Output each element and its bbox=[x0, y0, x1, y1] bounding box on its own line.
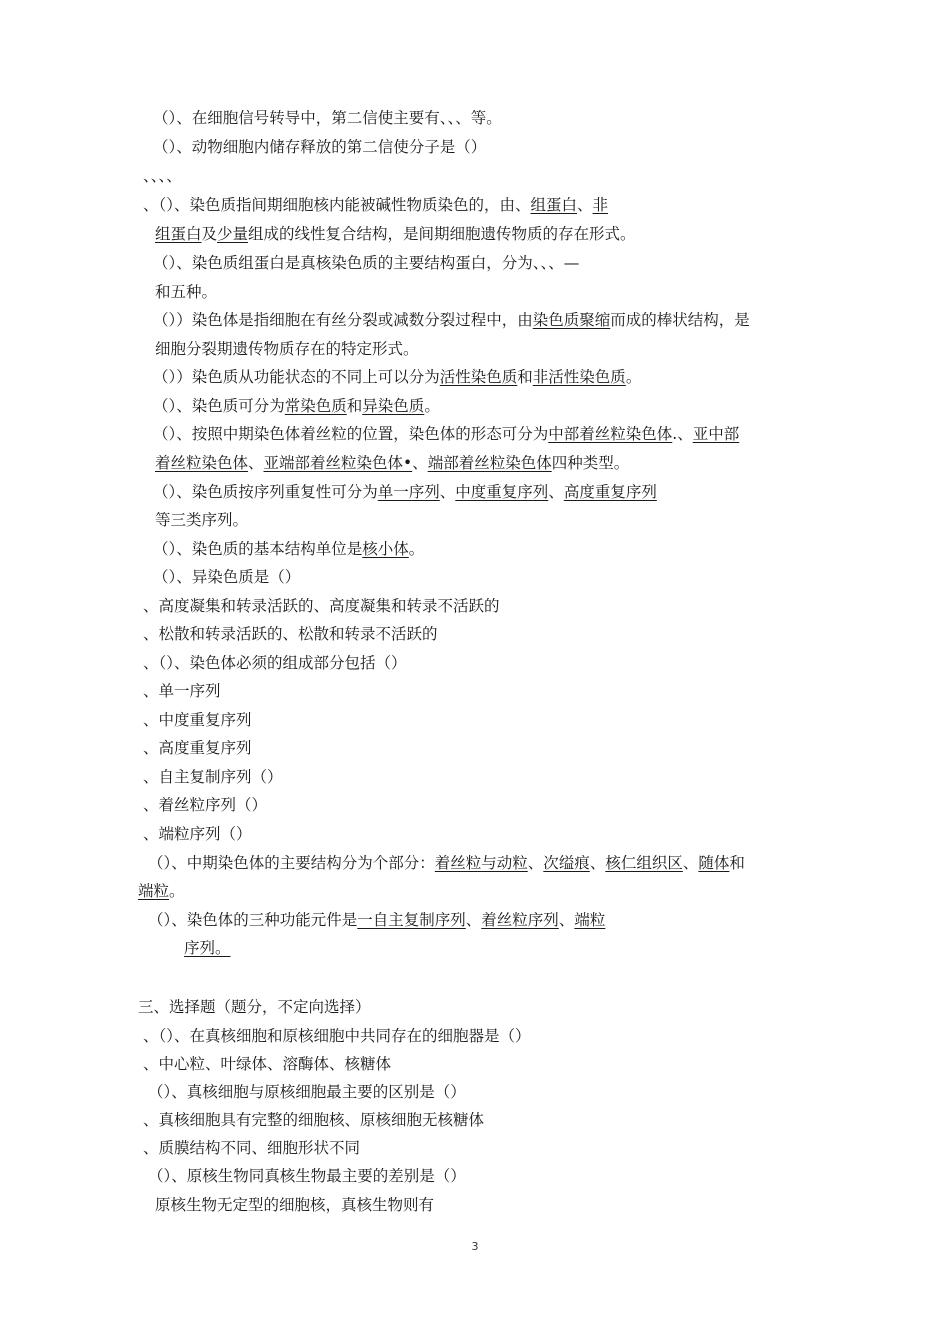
text-segment: 、 bbox=[548, 483, 564, 501]
text-line bbox=[143, 1138, 360, 1158]
underlined-answer: 组蛋白 bbox=[155, 225, 202, 243]
underlined-answer: 着丝粒染色体 bbox=[155, 454, 249, 472]
text-line bbox=[143, 681, 221, 701]
text-segment: 、自主复制序列（） bbox=[143, 768, 283, 786]
text-segment: 、中心粒、叶绿体、溶酶体、核糖体 bbox=[143, 1055, 392, 1073]
text-segment: （）、染色质按序列重复性可分为 bbox=[153, 483, 378, 501]
text-line bbox=[153, 482, 657, 502]
text-line bbox=[153, 367, 641, 387]
text-segment: 、（）、在真核细胞和原核细胞中共同存在的细胞器是（） bbox=[143, 1027, 531, 1045]
underlined-answer: 非 bbox=[592, 196, 609, 214]
text-line bbox=[148, 910, 605, 930]
text-segment: 、高度凝集和转录活跃的、高度凝集和转录不活跃的 bbox=[143, 597, 500, 615]
underlined-answer: 常染色质 bbox=[284, 397, 347, 415]
text-segment: （）、在细胞信号转导中，第二信使主要有、、、等。 bbox=[153, 109, 502, 127]
underlined-answer: 异染色质 bbox=[362, 397, 425, 415]
text-segment: （）、染色质的基本结构单位是 bbox=[153, 540, 363, 558]
text-segment: 组成的线性复合结构，是间期细胞遗传物质的存在形式。 bbox=[248, 225, 636, 243]
text-line bbox=[155, 453, 629, 473]
text-line bbox=[138, 881, 185, 901]
text-line bbox=[153, 424, 739, 444]
text-segment: （）、动物细胞内储存释放的第二信使分子是（） bbox=[153, 138, 487, 156]
text-line bbox=[153, 310, 750, 330]
section-heading bbox=[138, 997, 371, 1017]
text-segment: 原核生物无定型的细胞核，真核生物则有 bbox=[155, 1196, 435, 1214]
text-segment: 和 bbox=[517, 368, 533, 386]
text-line bbox=[143, 710, 252, 730]
underlined-answer: 中度重复序列 bbox=[455, 483, 549, 501]
text-line bbox=[143, 795, 267, 815]
underlined-answer: 着丝粒序列 bbox=[481, 911, 559, 929]
underlined-answer: 少量 bbox=[217, 225, 249, 243]
underlined-answer: 非活性染色质 bbox=[532, 368, 626, 386]
text-segment: 、 bbox=[682, 854, 699, 872]
text-segment: 、（）、染色质指间期细胞核内能被碱性物质染色的，由、 bbox=[143, 196, 531, 214]
text-segment: 细胞分裂期遗传物质存在的特定形式。 bbox=[155, 340, 419, 358]
text-segment: （）、中期染色体的主要结构分为个部分： bbox=[148, 854, 435, 872]
text-segment: 和五种。 bbox=[155, 283, 218, 301]
text-line bbox=[155, 224, 636, 244]
text-segment: 、 bbox=[412, 454, 428, 472]
text-line bbox=[153, 396, 440, 416]
underlined-answer: 核仁组织区 bbox=[605, 854, 683, 872]
text-segment: 、 bbox=[577, 196, 593, 214]
underlined-answer: 染色质聚缩 bbox=[532, 311, 611, 329]
text-segment: （）、异染色质是（） bbox=[153, 568, 301, 586]
text-line bbox=[143, 624, 438, 644]
text-segment: 、、、、 bbox=[143, 167, 182, 185]
text-segment: 、着丝粒序列（） bbox=[143, 796, 268, 814]
text-segment: 、 bbox=[527, 854, 544, 872]
underlined-answer: 随体 bbox=[698, 854, 730, 872]
text-line bbox=[143, 767, 283, 787]
text-segment: 四种类型。 bbox=[551, 454, 630, 472]
text-segment: 、 bbox=[248, 454, 264, 472]
underlined-answer: 序列。 bbox=[184, 939, 231, 957]
text-segment: 。 bbox=[625, 368, 642, 386]
text-segment: 及 bbox=[201, 225, 218, 243]
text-line bbox=[143, 653, 407, 673]
underlined-answer: 核小体 bbox=[362, 540, 409, 558]
text-segment: （）、真核细胞与原核细胞最主要的区别是（） bbox=[148, 1083, 466, 1101]
underlined-answer: 端粒 bbox=[574, 911, 606, 929]
text-line bbox=[148, 1082, 466, 1102]
text-line bbox=[155, 510, 248, 530]
underlined-answer: 次缢痕 bbox=[543, 854, 590, 872]
text-line bbox=[143, 824, 252, 844]
text-line bbox=[148, 853, 745, 873]
underlined-answer: 中部着丝粒染色体 bbox=[548, 425, 673, 443]
text-segment: .、 bbox=[672, 425, 693, 443]
text-segment: （）、染色质可分为 bbox=[153, 397, 285, 415]
underlined-answer: 端粒 bbox=[138, 882, 170, 900]
text-line bbox=[153, 567, 300, 587]
text-segment: （）、按照中期染色体着丝粒的位置，染色体的形态可分为 bbox=[153, 425, 549, 443]
text-line bbox=[143, 1054, 391, 1074]
underlined-answer: 亚端部着丝粒染色体• bbox=[263, 454, 413, 472]
text-segment: （）、染色质组蛋白是真核染色质的主要结构蛋白，分为、、、— bbox=[153, 254, 580, 272]
text-segment: 、松散和转录活跃的、松散和转录不活跃的 bbox=[143, 625, 438, 643]
text-segment: 三、选择题（题分，不定向选择） bbox=[138, 998, 371, 1016]
text-line bbox=[143, 738, 252, 758]
text-segment: （）、染色体的三种功能元件是 bbox=[148, 911, 358, 929]
text-line bbox=[155, 1195, 434, 1215]
text-segment: 。 bbox=[424, 397, 440, 415]
text-line bbox=[153, 137, 486, 157]
text-segment: 等三类序列。 bbox=[155, 511, 249, 529]
text-line bbox=[155, 339, 419, 359]
text-line bbox=[143, 1026, 531, 1046]
text-segment: 、单一序列 bbox=[143, 682, 221, 700]
underlined-answer: 一自主复制序列 bbox=[357, 911, 466, 929]
underlined-answer: 活性染色质 bbox=[439, 368, 518, 386]
text-segment: （）、原核生物同真核生物最主要的差别是（） bbox=[148, 1167, 466, 1185]
underlined-answer: 组蛋白 bbox=[530, 196, 578, 214]
text-line bbox=[148, 1166, 466, 1186]
text-segment: （））染色质从功能状态的不同上可以分为 bbox=[153, 368, 440, 386]
underlined-answer: 着丝粒与动粒 bbox=[434, 854, 528, 872]
text-segment: 、 bbox=[589, 854, 606, 872]
text-segment: 、（）、染色体必须的组成部分包括（） bbox=[143, 654, 407, 672]
underlined-answer: 高度重复序列 bbox=[563, 483, 657, 501]
text-line bbox=[153, 108, 502, 128]
text-line bbox=[143, 195, 608, 215]
page-number: 3 bbox=[471, 1240, 479, 1253]
text-segment: 、高度重复序列 bbox=[143, 739, 252, 757]
text-segment: （））染色体是指细胞在有丝分裂或减数分裂过程中，由 bbox=[153, 311, 533, 329]
text-line bbox=[143, 166, 182, 186]
text-segment: 、 bbox=[558, 911, 575, 929]
text-segment: 、 bbox=[439, 483, 456, 501]
text-line bbox=[143, 596, 500, 616]
text-segment: 、中度重复序列 bbox=[143, 711, 252, 729]
text-segment: 和 bbox=[729, 854, 745, 872]
text-segment: 、真核细胞具有完整的细胞核、原核细胞无核糖体 bbox=[143, 1111, 485, 1129]
text-segment: 。 bbox=[169, 882, 185, 900]
underlined-answer: 端部着丝粒染色体 bbox=[427, 454, 552, 472]
text-line bbox=[143, 1110, 484, 1130]
underlined-answer: 亚中部 bbox=[692, 425, 740, 443]
text-segment: 而成的棒状结构，是 bbox=[610, 311, 750, 329]
text-segment: 和 bbox=[346, 397, 363, 415]
text-segment: 。 bbox=[408, 540, 425, 558]
text-segment: 、 bbox=[465, 911, 482, 929]
text-line bbox=[184, 938, 231, 958]
text-line bbox=[155, 282, 217, 302]
text-line bbox=[153, 539, 424, 559]
text-line bbox=[153, 253, 579, 273]
text-segment: 、端粒序列（） bbox=[143, 825, 252, 843]
text-segment: 、质膜结构不同、细胞形状不同 bbox=[143, 1139, 361, 1157]
underlined-answer: 单一序列 bbox=[377, 483, 440, 501]
